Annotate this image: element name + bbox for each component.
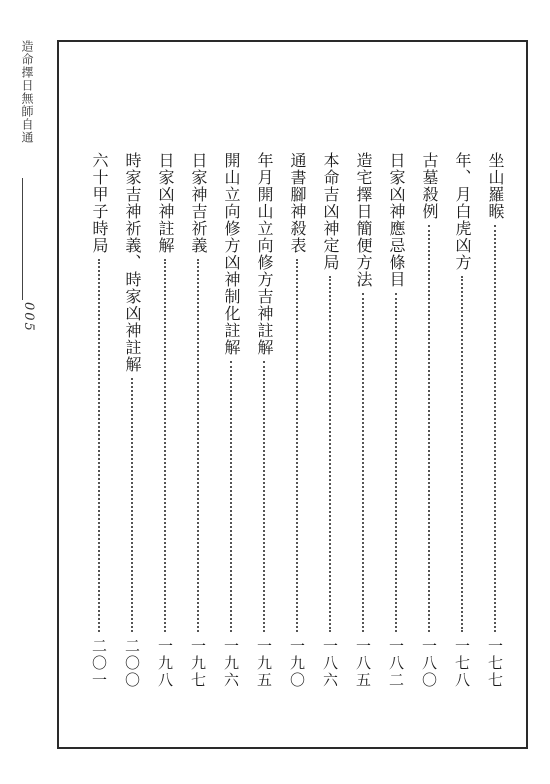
toc-entry-title: 六十甲子時局: [90, 152, 109, 254]
toc-dot-leader: [329, 276, 331, 632]
toc-entry: [415, 152, 443, 689]
toc-entry: [184, 152, 212, 689]
toc-dot-leader: [494, 225, 496, 632]
toc-entry-page: 二〇〇: [123, 638, 141, 689]
toc-entry: [448, 152, 476, 689]
toc-entry-page: 一七八: [453, 638, 471, 689]
toc-entry-page: 二〇一: [90, 638, 108, 689]
toc-entry-page: 一七七: [486, 638, 504, 689]
toc-entry-title: 本命吉凶神定局: [321, 152, 340, 271]
toc-entry: [217, 152, 245, 689]
toc-dot-leader: [362, 293, 364, 632]
toc-entry: [283, 152, 311, 689]
toc-entry: [118, 152, 146, 689]
toc-dot-leader: [263, 361, 265, 632]
toc-entry: [382, 152, 410, 689]
toc-entry: [85, 152, 113, 689]
toc-entry-title: 造宅擇日簡便方法: [354, 152, 373, 288]
toc-entry-page: 一九六: [222, 638, 240, 689]
page-number: 005: [21, 302, 36, 333]
toc-entry-page: 一八五: [354, 638, 372, 689]
running-head: 造命擇日無師自通: [20, 40, 34, 144]
toc-entry-page: 一八二: [387, 638, 405, 689]
toc-entry-page: 一八六: [321, 638, 339, 689]
toc-entry-page: 一八〇: [420, 638, 438, 689]
toc-entry-page: 一九五: [255, 638, 273, 689]
toc-dot-leader: [98, 259, 100, 632]
toc-entry-title: 通書腳神殺表: [288, 152, 307, 254]
toc-dot-leader: [131, 378, 133, 632]
toc-entry: [481, 152, 509, 689]
toc-entry: [250, 152, 278, 689]
toc-dot-leader: [230, 361, 232, 632]
toc-entry: [349, 152, 377, 689]
toc-entry-title: 開山立向修方凶神制化註解: [222, 152, 241, 356]
toc-entry-title: 年、月白虎凶方: [453, 152, 472, 271]
toc-dot-leader: [461, 276, 463, 632]
toc-dot-leader: [197, 259, 199, 632]
toc-dot-leader: [395, 293, 397, 632]
toc-dot-leader: [428, 225, 430, 632]
toc-entry-title: 日家凶神應忌條目: [387, 152, 406, 288]
toc-entry: [151, 152, 179, 689]
toc-entry-title: 日家凶神註解: [156, 152, 175, 254]
toc-entry-title: 坐山羅睺: [486, 152, 505, 220]
toc-entry: [316, 152, 344, 689]
toc-dot-leader: [296, 259, 298, 632]
toc-entry-title: 日家神吉祈義: [189, 152, 208, 254]
toc-entry-page: 一九八: [156, 638, 174, 689]
toc-entry-title: 年月開山立向修方吉神註解: [255, 152, 274, 356]
toc-entry-page: 一九七: [189, 638, 207, 689]
toc-dot-leader: [164, 259, 166, 632]
toc-entry-title: 古墓殺例: [420, 152, 439, 220]
toc-entry-page: 一九〇: [288, 638, 306, 689]
running-head-rule: [22, 178, 23, 300]
toc-entry-title: 時家吉神祈義、時家凶神註解: [123, 152, 142, 373]
